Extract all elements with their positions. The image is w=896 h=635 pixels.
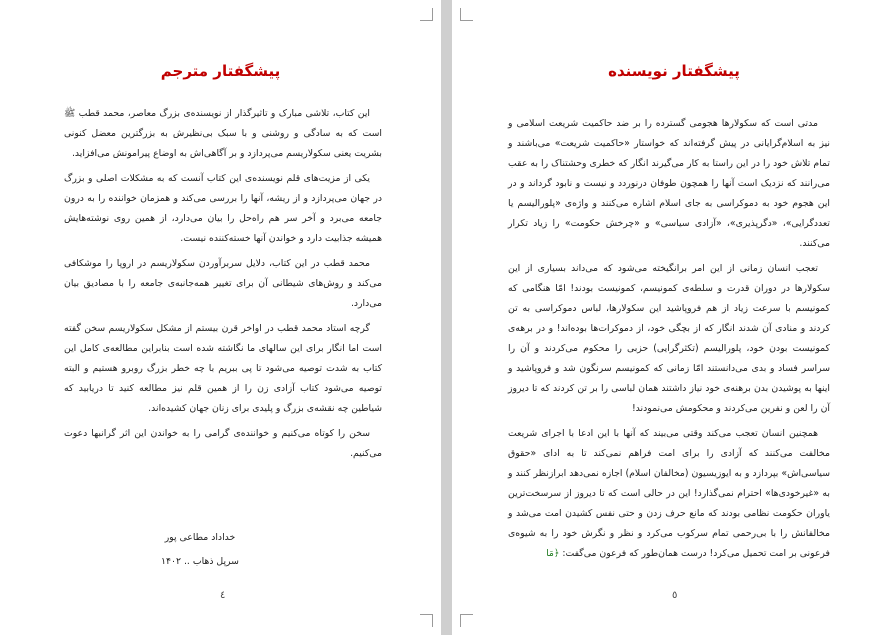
quran-quote-start: ﴿مَا	[546, 548, 560, 559]
page-gutter	[441, 0, 452, 635]
closing-sentence: سخن را کوتاه می‌کنیم و خواننده‌ی گرامی را به خواندن این اثر گرانبها دعوت می‌کنیم.	[64, 428, 382, 459]
paragraph: تعجب انسان زمانی از این امر برانگیخته می‌شود که می‌داند بسیاری از این سکولارها در دوران قدرت و سلطه‌ی کمونیسم، کمونیست بودند! امّا هنگامی که کمونیسم با سرعت زیاد از هم فروپاشید این سکولارها، لباس دموکراسی به تن کردند و منادی آن شدند انگار که از بچگی خود، از دموکرات‌ها بوده‌اند! و در برهه‌ی کمونیست بودن خود، پلورالیسم (تکثرگرایی) حزبی را محکوم می‌کردند و آن را سراسر فساد و بدی می‌دانستند امّا زمانی که کمونیسم سرنگون شد و فروپاشید و اینها به پوشیدن بدن برهنه‌ی خود نیاز داشتند همان لباسی را بر تن کردند که تا دیروز آن را لعن و نفرین می‌کردند و محکومش می‌نمودند!	[508, 263, 830, 414]
paragraph-text: همچنین انسان تعجب می‌کند وقتی می‌بیند که آنها با این ادعا با اجرای شریعت مخالفت می‌کنند که آزادی را برای امت فراهم نمی‌کند تا به ادای «حقوق سیاسی‌اش» بپردازد و به ایوزیسیون (مخالفان اسلام) اجازه نمی‌دهد ابرازنظر کنند و به «غیرخودی‌ها» احترام نمی‌گذارد! این در حالی است که تا دیروز از سرسخت‌ترین یاوران حکومت نظامی بودند که مانع حرف زدن و حتی نفس کشیدن امت می‌شد و مخالفانش را با بی‌رحمی تمام سرکوب می‌کرد و نظر و نگرش خود را به شیوه‌ی فرعونی بر امت تحمیل می‌کرد! درست همان‌طور که فرعون می‌گفت:	[508, 428, 830, 559]
page-number: ٤	[220, 590, 226, 601]
place-and-date: سرپل ذهاب .. ۱۴۰۲	[161, 556, 239, 567]
crop-mark-bottom-left	[460, 614, 473, 627]
paragraph	[508, 424, 830, 564]
translator-preface-body	[64, 104, 382, 469]
translator-preface-title: پیشگفتار مترجم	[160, 62, 281, 80]
author-preface-body	[508, 114, 830, 569]
crop-mark-top-right	[420, 8, 433, 21]
paragraph: مدتی است که سکولارها هجومی گسترده را بر ضد حاکمیت شریعت اسلامی و نیز به اسلام‌گرایانی در پیش گرفته‌اند که خواستار «حاکمیت شریعت» می‌باشند و تمام تلاش خود را در این راستا به کار می‌گیرند انگار که خطری وحشتناک را به عقب می‌رانند که نزدیک است آنها را همچون طوفان درنوردد و نیست و نابود گرداند و در این هجوم خود به دموکراسی به جای اسلام اشاره می‌کنند و واژه‌ی «پلورالیسم یا تعددگرایی»، «دگرپذیری»، «آزادی سیاسی» و «چرخش حکومت» را زیاد تکرار می‌کنند.	[508, 118, 830, 249]
author-preface-title: پیشگفتار نویسنده	[608, 62, 740, 80]
translator-name: خداداد مطاعی پور	[164, 532, 236, 543]
paragraph: یکی از مزیت‌های قلم نویسنده‌ی این کتاب آنست که به مشکلات اصلی و بزرگ در جهان می‌پردازد و از ریشه، آنها را بررسی می‌کند و همزمان خواننده را به درون جامعه می‌برد و آخر سر هم راه‌حل را بیان می‌دارد، از همین روی نوشته‌هایش همیشه جذابیت دارد و خواندن آنها خسته‌کننده نیست.	[64, 173, 382, 244]
right-page	[452, 0, 896, 635]
paragraph: محمد قطب در این کتاب، دلایل سربرآوردن سکولاریسم در اروپا را موشکافی می‌کند و روش‌های شیطانی آن برای تغییر همه‌جانبه‌ی جامعه را با مصادیق بیان می‌دارد.	[64, 258, 382, 309]
crop-mark-top-left	[460, 8, 473, 21]
crop-mark-bottom-right	[420, 614, 433, 627]
page-number: ٥	[672, 590, 678, 601]
paragraph: این کتاب، تلاشی مبارک و تاثیرگذار از نویسنده‌ی بزرگ معاصر، محمد قطب ﷺ است که به سادگی و روشنی و با سبک بی‌نظیرش به بزرگترین معضل کنونی بشریت یعنی سکولاریسم می‌پردازد و بر آگاهی‌اش به اوضاع پیرامونش می‌افزاید.	[64, 108, 382, 159]
left-page	[0, 0, 441, 635]
paragraph: گرچه استاد محمد قطب در اواخر قرن بیستم از مشکل سکولاریسم سخن گفته است اما انگار برای این سالهای ما نگاشته شده است بنابراین مطالعه‌ی کامل این کتاب به شدت توصیه می‌شود تا پی ببریم با چه خطر بزرگ روبرو هستیم و البته توصیه می‌شود کتاب آزادی زن را از همین قلم نیز مطالعه کنید تا دریابید که شیاطین چه نقشه‌ی بزرگ و پلیدی برای زنان جهان کشیده‌اند.	[64, 323, 382, 414]
